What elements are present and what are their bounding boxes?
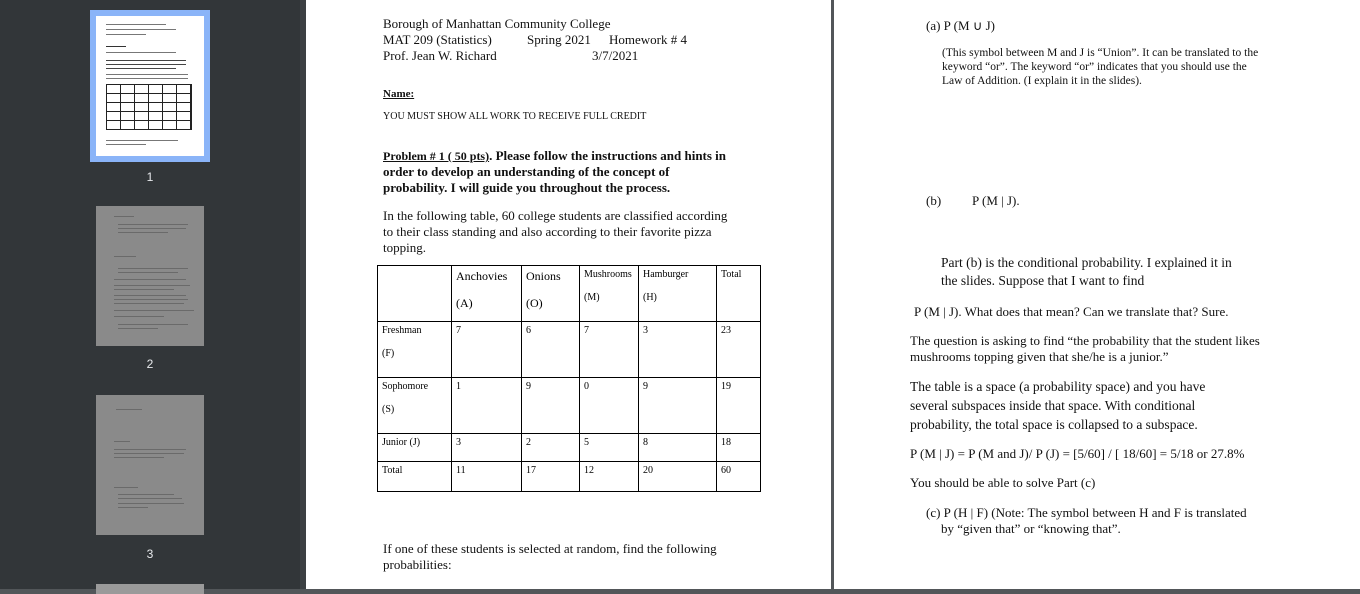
column-header <box>639 266 717 322</box>
document-page-2 <box>834 0 1360 589</box>
table-cell: 7 <box>580 322 639 378</box>
row-abbr: (F) <box>382 348 395 359</box>
column-header <box>580 266 639 322</box>
part-b-expression: P (M | J). <box>972 193 1020 208</box>
assignment-title: Homework # 4 <box>609 32 687 47</box>
thumbnail-sidebar <box>0 0 300 589</box>
column-header-abbr: (H) <box>643 292 657 303</box>
intro-text: to their class standing and also according to their favorite pizza <box>383 224 712 239</box>
footer-text: If one of these students is selected at random, find the following <box>383 541 717 556</box>
date: 3/7/2021 <box>592 48 639 63</box>
page-thumbnail-1[interactable] <box>90 10 210 162</box>
meaning-text: P (M | J). What does that mean? Can we translate that? Sure. <box>914 304 1229 319</box>
table-cell: 12 <box>580 462 639 492</box>
part-b-explanation: Part (b) is the conditional probability. I explained it in <box>941 255 1232 270</box>
part-a-note: (This symbol between M and J is “Union”. It can be translated to the <box>942 47 1259 59</box>
table-cell: 6 <box>522 322 580 378</box>
problem-text: order to develop an understanding of the concept of <box>383 164 670 179</box>
part-a-note: Law of Addition. (I explain it in the slides). <box>942 75 1142 87</box>
table-cell: 60 <box>717 462 761 492</box>
table-cell: 8 <box>639 434 717 462</box>
part-c-text: by “given that” or “knowing that”. <box>941 521 1121 536</box>
table-cell: 18 <box>717 434 761 462</box>
column-header-label: Onions <box>526 269 561 283</box>
row-label: Total <box>382 465 403 476</box>
pizza-topping-table <box>377 265 761 492</box>
table-cell: 1 <box>452 378 522 434</box>
space-text: The table is a space (a probability space) and you have <box>910 379 1206 394</box>
table-cell: 0 <box>580 378 639 434</box>
row-label: Junior (J) <box>382 437 421 448</box>
table-cell: 11 <box>452 462 522 492</box>
problem-label: Problem # 1 ( 50 pts) <box>383 149 490 163</box>
intro-text: In the following table, 60 college students are classified according <box>383 208 728 223</box>
part-a-note: keyword “or”. The keyword “or” indicates that you should use the <box>942 61 1247 73</box>
column-header-label: Total <box>721 269 742 280</box>
table-cell: 9 <box>522 378 580 434</box>
table-row <box>378 378 761 434</box>
full-credit-notice: YOU MUST SHOW ALL WORK TO RECEIVE FULL CREDIT <box>383 111 647 122</box>
name-label: Name: <box>383 88 415 100</box>
problem-instruction: . Please follow the instructions and hints in <box>489 148 727 163</box>
page-thumbnail-3[interactable] <box>96 395 204 535</box>
part-b-label: (b) <box>926 193 942 208</box>
row-label: Sophomore <box>382 381 429 392</box>
column-header-abbr: (M) <box>584 292 600 303</box>
row-abbr: (S) <box>382 404 395 415</box>
row-header <box>378 462 452 492</box>
row-header <box>378 378 452 434</box>
row-label: Freshman <box>382 325 422 336</box>
table-corner-cell <box>378 266 452 322</box>
document-page-1 <box>306 0 831 589</box>
question-text: mushrooms topping given that she/he is a junior.” <box>910 349 1169 364</box>
formula-text: P (M | J) = P (M and J)/ P (J) = [5/60] / [ 18/60] = 5/18 or 27.8% <box>910 446 1245 461</box>
page-thumbnail-4[interactable] <box>96 584 204 594</box>
table-header-row <box>378 266 761 322</box>
table-cell: 23 <box>717 322 761 378</box>
space-text: several subspaces inside that space. With conditional <box>910 398 1196 413</box>
column-header <box>717 266 761 322</box>
table-row <box>378 322 761 378</box>
table-cell: 19 <box>717 378 761 434</box>
table-cell: 9 <box>639 378 717 434</box>
table-row <box>378 434 761 462</box>
page-thumbnail-2[interactable] <box>96 206 204 346</box>
problem-heading <box>383 148 726 164</box>
thumbnail-page-number: 3 <box>146 547 154 561</box>
column-header-label: Hamburger <box>643 269 689 280</box>
part-c-text: (c) P (H | F) (Note: The symbol between H and F is translated <box>926 505 1247 520</box>
footer-text: probabilities: <box>383 557 452 572</box>
table-cell: 3 <box>639 322 717 378</box>
thumbnail-page-number: 2 <box>146 357 154 371</box>
question-text: The question is asking to find “the probability that the student likes <box>910 333 1260 348</box>
table-cell: 5 <box>580 434 639 462</box>
table-cell: 17 <box>522 462 580 492</box>
problem-text: probability. I will guide you throughout the process. <box>383 180 671 195</box>
part-a-label: (a) P (M ∪ J) <box>926 18 995 33</box>
column-header-abbr: (A) <box>456 296 473 310</box>
column-header <box>452 266 522 322</box>
table-row <box>378 462 761 492</box>
professor-name: Prof. Jean W. Richard <box>383 48 497 63</box>
part-b-explanation: the slides. Suppose that I want to find <box>941 273 1145 288</box>
row-header <box>378 322 452 378</box>
course-title: MAT 209 (Statistics) <box>383 32 492 47</box>
table-cell: 2 <box>522 434 580 462</box>
term: Spring 2021 <box>527 32 591 47</box>
column-header <box>522 266 580 322</box>
column-header-label: Mushrooms <box>584 269 632 280</box>
solve-instruction: You should be able to solve Part (c) <box>910 475 1096 490</box>
column-header-label: Anchovies <box>456 269 508 283</box>
table-cell: 7 <box>452 322 522 378</box>
column-header-abbr: (O) <box>526 296 543 310</box>
space-text: probability, the total space is collapsed to a subspace. <box>910 417 1198 432</box>
thumbnail-page-number: 1 <box>146 170 154 184</box>
table-cell: 3 <box>452 434 522 462</box>
table-cell: 20 <box>639 462 717 492</box>
college-name: Borough of Manhattan Community College <box>383 16 611 31</box>
row-header <box>378 434 452 462</box>
intro-text: topping. <box>383 240 426 255</box>
